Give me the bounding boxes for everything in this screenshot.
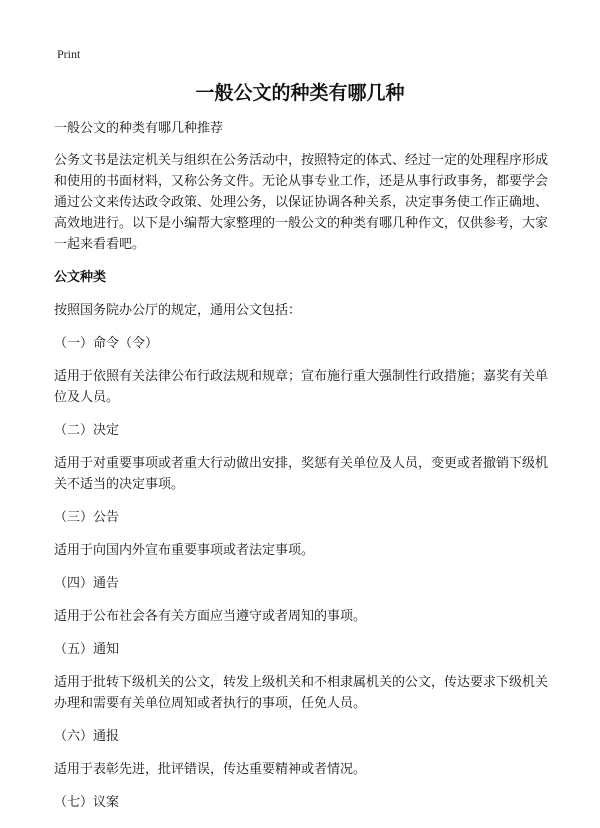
category-body-command: 适用于依照有关法律公布行政法规和规章；宣布施行重大强制性行政措施；嘉奖有关单位及人员。 [54, 369, 549, 405]
intro-paragraph: 公务文书是法定机关与组织在公务活动中，按照特定的体式、经过一定的处理程序形成和使用的书面材料，又称公务文件。无论从事专业工作，还是从事行政事务，都要学会通过公文来传达政令政策、处理公务，以保证协调各种关系，决定事务使工作正确地、高效地进行。以下是小编帮大家整理的一般公文的种类有哪几种作文，仅供参考，大家一起来看看吧。 [54, 153, 549, 252]
lead-paragraph: 按照国务院办公厅的规定，通用公文包括： [54, 303, 302, 318]
document-subtitle: 一般公文的种类有哪几种推荐 [54, 121, 224, 136]
category-heading-motion: （七）议案 [54, 795, 120, 810]
page-title: 一般公文的种类有哪几种 [195, 82, 405, 104]
document-body [54, 118, 550, 825]
category-body-announcement: 适用于向国内外宣布重要事项或者法定事项。 [54, 543, 315, 558]
category-heading-bulletin: （六）通报 [54, 729, 120, 744]
category-heading-notice: （五）通知 [54, 642, 120, 657]
category-body-notice: 适用于批转下级机关的公文，转发上级机关和不相隶属机关的公文，传达要求下级机关办理和需要有关单位周知或者执行的事项，任免人员。 [54, 675, 549, 711]
category-body-bulletin: 适用于表彰先进，批评错误，传达重要精神或者情况。 [54, 762, 367, 777]
category-body-decision: 适用于对重要事项或者重大行动做出安排，奖惩有关单位及人员，变更或者撤销下级机关不适当的决定事项。 [54, 456, 549, 492]
section-heading: 公文种类 [54, 270, 107, 285]
category-heading-decision: （二）决定 [54, 423, 120, 438]
category-heading-announcement: （三）公告 [54, 510, 120, 525]
category-heading-circular: （四）通告 [54, 576, 120, 591]
category-heading-command: （一）命令（令） [54, 336, 159, 351]
print-link[interactable]: Print [57, 47, 81, 61]
category-body-circular: 适用于公布社会各有关方面应当遵守或者周知的事项。 [54, 609, 367, 624]
